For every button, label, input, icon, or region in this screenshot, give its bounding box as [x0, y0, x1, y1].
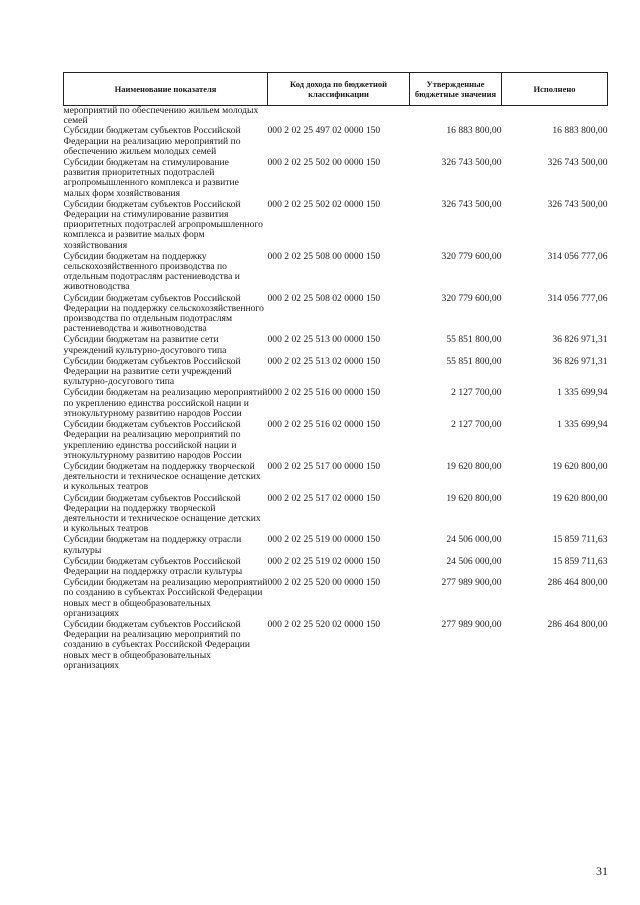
table-row	[64, 252, 608, 294]
row-executed: 314 056 777,06	[547, 250, 608, 262]
row-code: 000 2 02 25 502 00 0000 150	[267, 157, 381, 169]
header-executed: Исполнено	[502, 73, 608, 106]
row-name: Субсидии бюджетам на поддержку сельскохозяйственного производства по отдельным подотраслям растениеводства и животноводства	[63, 250, 240, 293]
row-code: 000 2 02 25 497 02 0000 150	[267, 125, 381, 137]
continuation-text: мероприятий по обеспечению жильем молодых семей	[63, 105, 259, 127]
row-executed: 36 826 971,31	[552, 334, 608, 346]
row-approved: 320 779 600,00	[441, 250, 502, 262]
table-row	[64, 578, 608, 620]
row-approved: 24 506 000,00	[446, 555, 502, 567]
table-row	[64, 535, 608, 556]
table-row	[64, 357, 608, 389]
row-name: Субсидии бюджетам на развитие сети учреждений культурно-досугового типа	[63, 334, 227, 356]
row-executed: 15 859 711,63	[552, 555, 608, 567]
row-executed: 19 620 800,00	[552, 492, 608, 504]
row-code: 000 2 02 25 517 02 0000 150	[267, 492, 381, 504]
row-code: 000 2 02 25 502 02 0000 150	[267, 198, 381, 210]
row-name: Субсидии бюджетам на стимулирование развития приоритетных подотраслей агропромышленного комплекса и развитие малых форм хозяйствования	[63, 157, 239, 199]
row-code: 000 2 02 25 519 00 0000 150	[267, 534, 381, 546]
row-approved: 24 506 000,00	[446, 534, 502, 546]
table-header-row	[64, 73, 608, 106]
table-row	[64, 494, 608, 536]
row-code: 000 2 02 25 520 00 0000 150	[267, 577, 381, 589]
row-code: 000 2 02 25 516 02 0000 150	[267, 419, 381, 431]
row-name: Субсидии бюджетам субъектов Российской Федерации на реализацию мероприятий по укреплению единства российской нации и этнокультурному развитию народов России	[63, 419, 242, 461]
table-row	[64, 335, 608, 356]
row-executed: 15 859 711,63	[552, 534, 608, 546]
header-approved: Утвержденные бюджетные значения	[410, 73, 502, 106]
table-row	[64, 294, 608, 336]
row-executed: 314 056 777,06	[547, 292, 608, 304]
row-code: 000 2 02 25 520 02 0000 150	[267, 618, 381, 630]
row-name: Субсидии бюджетам субъектов Российской Федерации на поддержку отрасли культуры	[63, 555, 243, 577]
table-body	[64, 106, 608, 672]
row-code: 000 2 02 25 516 00 0000 150	[267, 387, 381, 399]
row-approved: 326 743 500,00	[441, 198, 502, 210]
table-row	[64, 388, 608, 420]
row-executed: 1 335 699,94	[557, 387, 608, 399]
row-approved: 55 851 800,00	[446, 334, 502, 346]
row-code: 000 2 02 25 508 02 0000 150	[267, 292, 381, 304]
table-row	[64, 620, 608, 672]
row-executed: 1 335 699,94	[557, 419, 608, 431]
row-name: Субсидии бюджетам субъектов Российской Федерации на поддержку творческой деятельности и техническое оснащение детских и кукольных театров	[63, 492, 261, 535]
row-approved: 19 620 800,00	[446, 492, 502, 504]
row-executed: 19 620 800,00	[552, 460, 608, 472]
row-approved: 2 127 700,00	[451, 419, 502, 431]
row-approved: 326 743 500,00	[441, 157, 502, 169]
row-approved: 277 989 900,00	[441, 577, 502, 589]
page-number: 31	[596, 864, 608, 878]
row-code: 000 2 02 25 517 00 0000 150	[267, 460, 381, 472]
row-name: Субсидии бюджетам на реализацию мероприятий по созданию в субъектах Российской Федерации новых мест в общеобразовательных организациях	[63, 577, 268, 619]
table-row	[64, 557, 608, 578]
row-name: Субсидии бюджетам на поддержку творческой деятельности и техническое оснащение детских и кукольных театров	[63, 460, 261, 493]
table-row	[64, 420, 608, 462]
budget-table	[63, 72, 608, 672]
table-row	[64, 462, 608, 494]
row-executed: 326 743 500,00	[547, 157, 608, 169]
row-name: Субсидии бюджетам на реализацию мероприятий по укреплению единства российской нации и этнокультурному развитию народов России	[63, 387, 268, 419]
row-name: Субсидии бюджетам субъектов Российской Федерации на развитие сети учреждений культурно-досугового типа	[63, 355, 241, 388]
row-name: Субсидии бюджетам на поддержку отрасли культуры	[63, 534, 242, 556]
row-code: 000 2 02 25 519 02 0000 150	[267, 555, 381, 567]
table-row	[64, 158, 608, 200]
row-name: Субсидии бюджетам субъектов Российской Федерации на реализацию мероприятий по созданию в субъектах Российской Федерации новых мест в общеобразовательных организациях	[63, 618, 251, 671]
row-code: 000 2 02 25 513 02 0000 150	[267, 355, 381, 367]
continuation-row	[64, 106, 608, 127]
row-approved: 277 989 900,00	[441, 618, 502, 630]
row-executed: 326 743 500,00	[547, 198, 608, 210]
row-approved: 19 620 800,00	[446, 460, 502, 472]
row-executed: 36 826 971,31	[552, 355, 608, 367]
row-executed: 286 464 800,00	[547, 618, 608, 630]
row-approved: 320 779 600,00	[441, 292, 502, 304]
row-name: Субсидии бюджетам субъектов Российской Федерации на стимулирование развития приоритетных подотраслей агропромышленного комплекса и развитие малых форм хозяйствования	[63, 198, 263, 251]
row-approved: 2 127 700,00	[451, 387, 502, 399]
row-code: 000 2 02 25 513 00 0000 150	[267, 334, 381, 346]
row-code: 000 2 02 25 508 00 0000 150	[267, 250, 381, 262]
row-approved: 55 851 800,00	[446, 355, 502, 367]
table-row	[64, 126, 608, 158]
row-name: Субсидии бюджетам субъектов Российской Федерации на поддержку сельскохозяйственного производства по отдельным подотраслям растениеводства и животноводства	[63, 292, 264, 335]
table-row	[64, 200, 608, 252]
row-executed: 16 883 800,00	[552, 125, 608, 137]
row-name: Субсидии бюджетам субъектов Российской Федерации на реализацию мероприятий по обеспечению жильем молодых семей	[63, 125, 241, 157]
row-approved: 16 883 800,00	[446, 125, 502, 137]
row-executed: 286 464 800,00	[547, 577, 608, 589]
header-name: Наименование показателя	[64, 73, 268, 106]
header-code: Код дохода по бюджетной классификации	[268, 73, 410, 106]
